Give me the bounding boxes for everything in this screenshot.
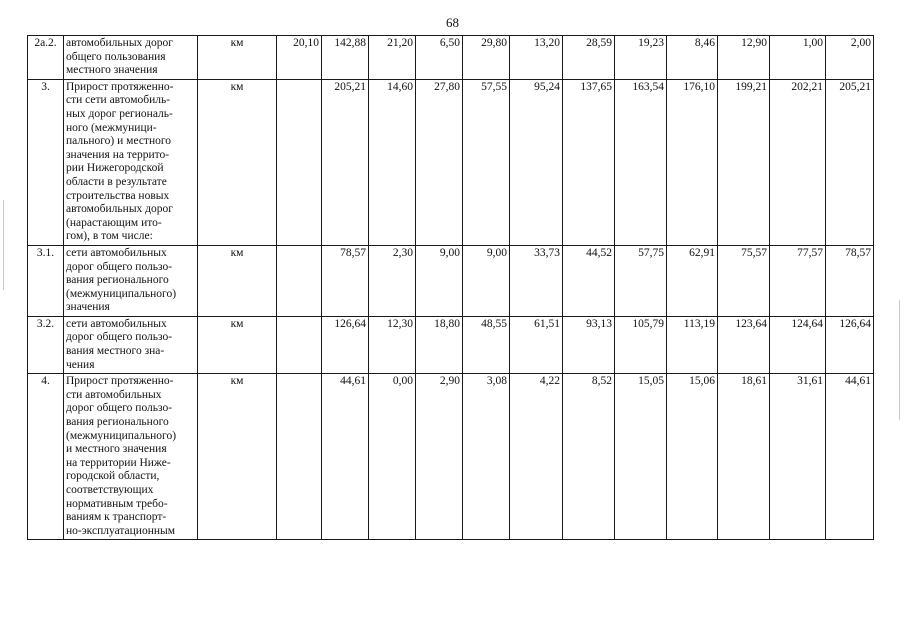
description-line: Прирост протяженно- [66, 80, 174, 93]
description-line: автомобильных дорог [66, 37, 173, 49]
value-cell: 14,60 [369, 79, 416, 245]
value-cell: 31,61 [770, 374, 826, 540]
value-cell: 1,00 [770, 36, 826, 80]
row-number: 3.1. [28, 245, 64, 316]
value-cell: 18,61 [718, 374, 770, 540]
value-cell: 4,22 [510, 374, 563, 540]
value-cell [277, 316, 322, 373]
description-line: гом), в том числе: [66, 230, 153, 243]
row-number: 3.2. [28, 316, 64, 373]
description-line: строительства новых [66, 189, 170, 202]
row-unit: км [198, 374, 277, 540]
value-cell: 12,30 [369, 316, 416, 373]
table-row [28, 79, 874, 245]
description-line: городской области, [66, 470, 160, 483]
value-cell: 75,57 [718, 245, 770, 316]
value-cell: 126,64 [322, 316, 369, 373]
scan-mark-right [899, 300, 900, 420]
value-cell: 29,80 [463, 36, 510, 80]
description-line: Прирост протяженно- [66, 375, 174, 388]
description-line: местного значения [66, 64, 158, 77]
value-cell: 21,20 [369, 36, 416, 80]
row-description [64, 36, 198, 80]
row-description [64, 245, 198, 316]
row-description [64, 79, 198, 245]
value-cell: 13,20 [510, 36, 563, 80]
description-line: значения [66, 301, 110, 314]
page-number: 68 [446, 15, 459, 30]
value-cell: 9,00 [463, 245, 510, 316]
description-line: дорог общего пользо- [66, 402, 173, 415]
value-cell: 9,00 [416, 245, 463, 316]
description-line: (межмуниципального) [66, 287, 177, 300]
description-line: нормативным требо- [66, 497, 168, 510]
value-cell: 8,52 [563, 374, 615, 540]
row-unit: км [198, 36, 277, 80]
value-cell: 113,19 [667, 316, 718, 373]
description-line: автомобильных дорог [66, 203, 173, 216]
value-cell: 78,57 [826, 245, 874, 316]
value-cell: 202,21 [770, 79, 826, 245]
value-cell: 61,51 [510, 316, 563, 373]
value-cell: 163,54 [615, 79, 667, 245]
description-line: ваниям к транспорт- [66, 511, 167, 524]
table-row [28, 245, 874, 316]
description-line: дорог общего пользо- [66, 331, 173, 344]
description-line: сети автомобильных [66, 317, 167, 330]
description-line: сети автомобильных [66, 246, 167, 259]
description-line: области в результате [66, 175, 167, 188]
value-cell: 105,79 [615, 316, 667, 373]
value-cell [277, 245, 322, 316]
value-cell: 33,73 [510, 245, 563, 316]
value-cell: 124,64 [770, 316, 826, 373]
description-line: пального) и местного [66, 135, 172, 148]
description-line: дорог общего пользо- [66, 260, 173, 273]
scan-mark-left [3, 200, 4, 290]
value-cell: 28,59 [563, 36, 615, 80]
row-unit: км [198, 245, 277, 316]
value-cell: 27,80 [416, 79, 463, 245]
value-cell: 15,05 [615, 374, 667, 540]
value-cell: 199,21 [718, 79, 770, 245]
value-cell: 44,61 [826, 374, 874, 540]
description-line: общего пользования [66, 50, 166, 63]
value-cell: 123,64 [718, 316, 770, 373]
table-row [28, 316, 874, 373]
description-line: но-эксплуатационным [66, 524, 176, 537]
value-cell: 3,08 [463, 374, 510, 540]
value-cell [277, 79, 322, 245]
value-cell: 44,61 [322, 374, 369, 540]
description-line: на территории Ниже- [66, 456, 171, 469]
value-cell: 2,90 [416, 374, 463, 540]
description-line: соответствующих [66, 484, 154, 496]
row-unit: км [198, 79, 277, 245]
row-number: 2а.2. [28, 36, 64, 80]
value-cell: 2,30 [369, 245, 416, 316]
value-cell: 6,50 [416, 36, 463, 80]
value-cell: 12,90 [718, 36, 770, 80]
description-line: чения [66, 358, 95, 371]
description-line: (межмуниципального) [66, 429, 177, 442]
value-cell [277, 374, 322, 540]
table-row [28, 374, 874, 540]
row-description [64, 316, 198, 373]
value-cell: 2,00 [826, 36, 874, 80]
row-number: 4. [28, 374, 64, 540]
description-line: ного (межмуници- [66, 121, 157, 134]
description-line: сти сети автомобиль- [66, 94, 171, 107]
value-cell: 137,65 [563, 79, 615, 245]
table-row [28, 36, 874, 80]
description-line: вания регионального [66, 274, 169, 287]
value-cell: 19,23 [615, 36, 667, 80]
indicators-table [27, 35, 874, 540]
value-cell: 205,21 [826, 79, 874, 245]
description-line: (нарастающим ито- [66, 216, 162, 229]
value-cell: 20,10 [277, 36, 322, 80]
value-cell: 18,80 [416, 316, 463, 373]
value-cell: 205,21 [322, 79, 369, 245]
value-cell: 176,10 [667, 79, 718, 245]
value-cell: 78,57 [322, 245, 369, 316]
description-line: ных дорог региональ- [66, 107, 173, 120]
description-line: и местного значения [66, 443, 167, 456]
description-line: вания регионального [66, 416, 169, 429]
value-cell: 95,24 [510, 79, 563, 245]
value-cell: 8,46 [667, 36, 718, 80]
row-number: 3. [28, 79, 64, 245]
value-cell: 44,52 [563, 245, 615, 316]
description-line: значения на террито- [66, 148, 170, 161]
description-line: рии Нижегородской [66, 162, 164, 175]
value-cell: 57,75 [615, 245, 667, 316]
value-cell: 48,55 [463, 316, 510, 373]
value-cell: 57,55 [463, 79, 510, 245]
value-cell: 15,06 [667, 374, 718, 540]
value-cell: 142,88 [322, 36, 369, 80]
value-cell: 0,00 [369, 374, 416, 540]
value-cell: 62,91 [667, 245, 718, 316]
value-cell: 126,64 [826, 316, 874, 373]
value-cell: 93,13 [563, 316, 615, 373]
value-cell: 77,57 [770, 245, 826, 316]
description-line: вания местного зна- [66, 345, 165, 358]
row-unit: км [198, 316, 277, 373]
description-line: сти автомобильных [66, 388, 162, 401]
row-description [64, 374, 198, 540]
